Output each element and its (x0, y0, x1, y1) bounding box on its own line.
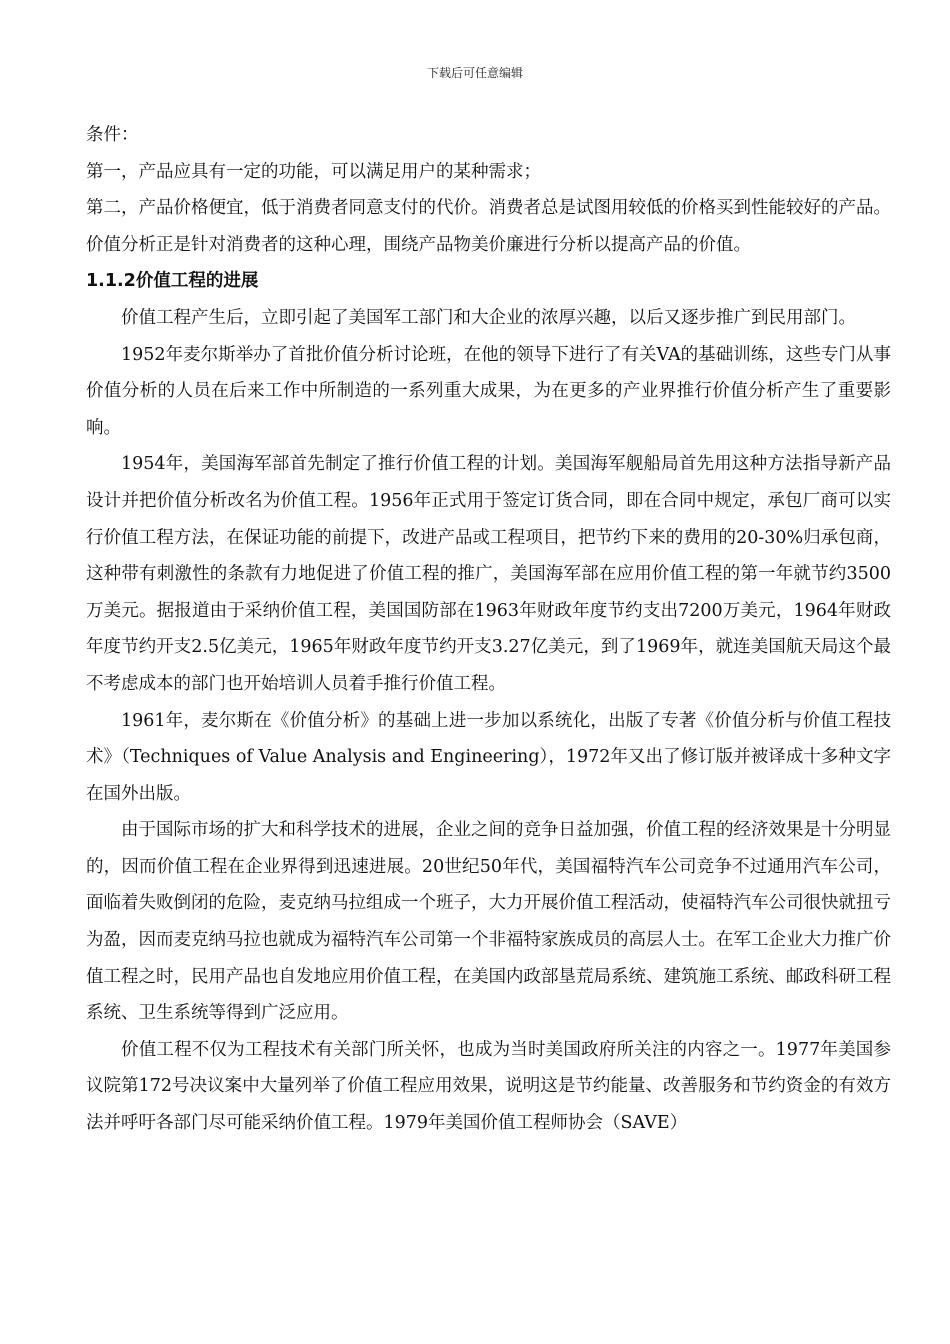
paragraph: 1961年，麦尔斯在《价值分析》的基础上进一步加以系统化，出版了专著《价值分析与价值工程技术》（Techniques of Value Analysis and Engineering），1972年又出了修订版并被译成十多种文字在国外出版。 (86, 710, 891, 804)
document-body (86, 117, 891, 1142)
paragraph: 1954年，美国海军部首先制定了推行价值工程的计划。美国海军舰船局首先用这种方法指导新产品设计并把价值分析改名为价值工程。1956年正式用于签定订货合同，即在合同中规定，承包厂商可以实行价值工程方法，在保证功能的前提下，改进产品或工程项目，把节约下来的费用的20-30%归承包商，这种带有刺激性的条款有力地促进了价值工程的推广，美国海军部在应用价值工程的第一年就节约3500万美元。据报道由于采纳价值工程，美国国防部在1963年财政年度节约支出7200万美元，1964年财政年度节约开支2.5亿美元，1965年财政年度节约开支3.27亿美元，到了1969年，就连美国航天局这个最不考虑成本的部门也开始培训人员着手推行价值工程。 (86, 454, 891, 694)
paragraph-second-condition: 第二，产品价格便宜，低于消费者同意支付的代价。消费者总是试图用较低的价格买到性能较好的产品。价值分析正是针对消费者的这种心理，围绕产品物美价廉进行分析以提高产品的价值。 (86, 198, 891, 255)
paragraph: 价值工程不仅为工程技术有关部门所关怀，也成为当时美国政府所关注的内容之一。1977年美国参议院第172号决议案中大量列举了价值工程应用效果，说明这是节约能量、改善服务和节约资金的有效方法并呼吁各部门尽可能采纳价值工程。1979年美国价值工程师协会（SAVE） (86, 1039, 891, 1134)
paragraph-first-condition: 第一，产品应具有一定的功能，可以满足用户的某种需求； (86, 161, 541, 182)
paragraph: 价值工程产生后，立即引起了美国军工部门和大企业的浓厚兴趣，以后又逐步推广到民用部门。 (121, 307, 856, 328)
paragraph: 由于国际市场的扩大和科学技术的进展，企业之间的竞争日益加强，价值工程的经济效果是十分明显的，因而价值工程在企业界得到迅速进展。20世纪50年代，美国福特汽车公司竞争不过通用汽车公司，面临着失败倒闭的危险，麦克纳马拉组成一个班子，大力开展价值工程活动，使福特汽车公司很快就扭亏为盈，因而麦克纳马拉也就成为福特汽车公司第一个非福特家族成员的高层人士。在军工企业大力推广价值工程之时，民用产品也自发地应用价值工程，在美国内政部垦荒局系统、建筑施工系统、邮政科研工程系统、卫生系统等得到广泛应用。 (86, 820, 891, 1024)
section-heading: 1.1.2价值工程的进展 (86, 271, 259, 292)
page-header: 下载后可任意编辑 (426, 66, 523, 80)
paragraph-conditions: 条件： (86, 125, 139, 145)
paragraph: 1952年麦尔斯举办了首批价值分析讨论班，在他的领导下进行了有关VA的基础训练，这些专门从事价值分析的人员在后来工作中所制造的一系列重大成果，为在更多的产业界推行价值分析产生了重要影响。 (86, 344, 891, 438)
